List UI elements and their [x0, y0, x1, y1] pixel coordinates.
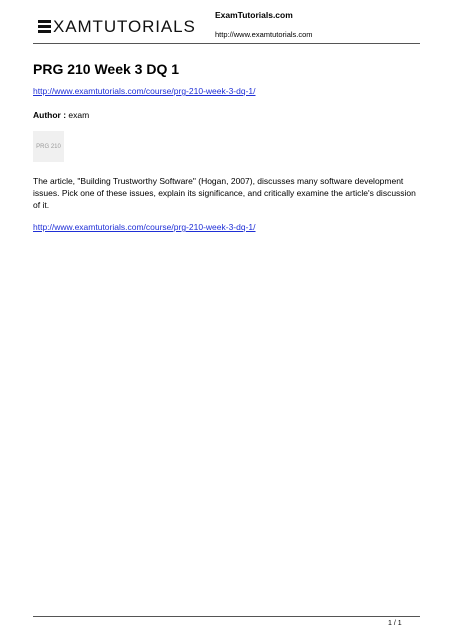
author-label: Author : — [33, 110, 67, 120]
logo-e-mark-icon — [38, 20, 51, 33]
header-divider — [33, 43, 420, 44]
article-body: The article, "Building Trustworthy Software" (Hogan, 2007), discusses many software development issues. Pick one of these issues, explain its significance, and critically examine the article's discussion of it. — [33, 176, 416, 210]
author-name: exam — [68, 110, 90, 120]
author-row — [33, 110, 89, 120]
site-url: http://www.examtutorials.com — [215, 30, 313, 39]
logo-text: XAMTUTORIALS — [53, 16, 196, 36]
course-link[interactable]: http://www.examtutorials.com/course/prg-210-week-3-dq-1/ — [33, 86, 256, 96]
page-indicator: 1 / 1 — [388, 620, 402, 627]
course-link-bottom[interactable]: http://www.examtutorials.com/course/prg-210-week-3-dq-1/ — [33, 222, 256, 232]
page-title: PRG 210 Week 3 DQ 1 — [33, 61, 180, 77]
course-thumbnail — [33, 131, 64, 162]
thumbnail-label: PRG 210 — [36, 143, 61, 150]
site-name: ExamTutorials.com — [215, 10, 293, 20]
footer-divider — [33, 616, 420, 617]
examtutorials-logo — [38, 16, 196, 36]
